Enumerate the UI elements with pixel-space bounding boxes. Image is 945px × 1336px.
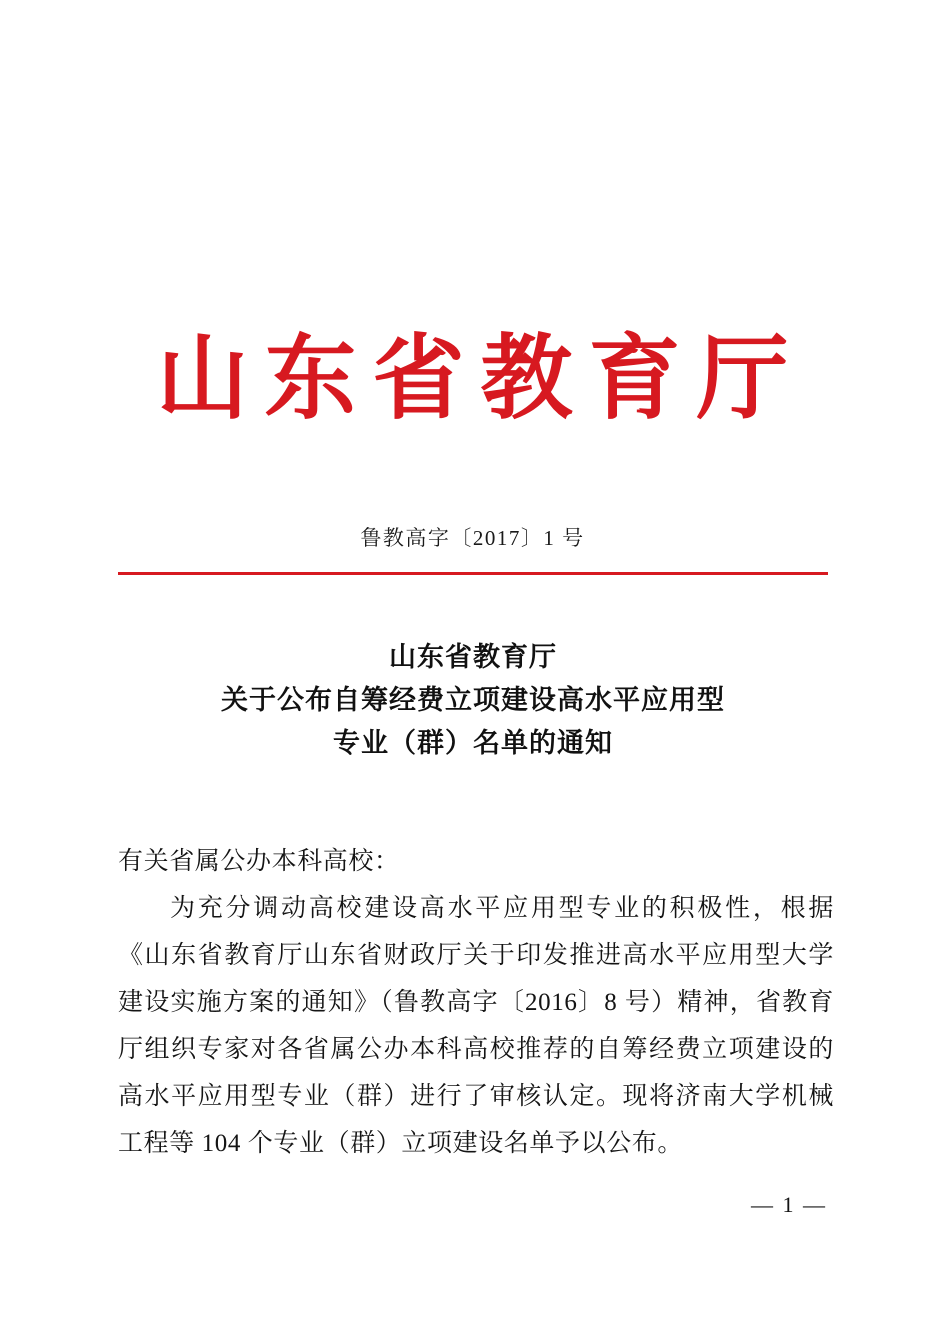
document-title-line-1: 山东省教育厅 (389, 642, 557, 673)
document-title-line-3: 专业（群）名单的通知 (333, 728, 613, 759)
masthead (0, 324, 945, 432)
document-number: 鲁教高字〔2017〕1 号 (360, 526, 585, 550)
salutation: 有关省属公办本科高校： (118, 848, 400, 875)
page-number: — 1 — (751, 1192, 827, 1217)
document-body (118, 838, 834, 1167)
document-title-line-2: 关于公布自筹经费立项建设高水平应用型 (221, 685, 725, 716)
issuing-agency-title: 山东省教育厅 (156, 324, 805, 432)
body-paragraph: 为充分调动高校建设高水平应用型专业的积极性，根据《山东省教育厅山东省财政厅关于印发推进高水平应用型大学建设实施方案的通知》（鲁教高字〔2016〕8 号）精神，省教育厅组织专家对各省属公办本科高校推荐的自筹经费立项建设的高水平应用型专业（群）进行了审核认定。现将济南大学机械工程等 104 个专业（群）立项建设名单予以公布。 (118, 895, 834, 1157)
red-divider-rule (118, 572, 828, 575)
document-title (118, 636, 828, 765)
